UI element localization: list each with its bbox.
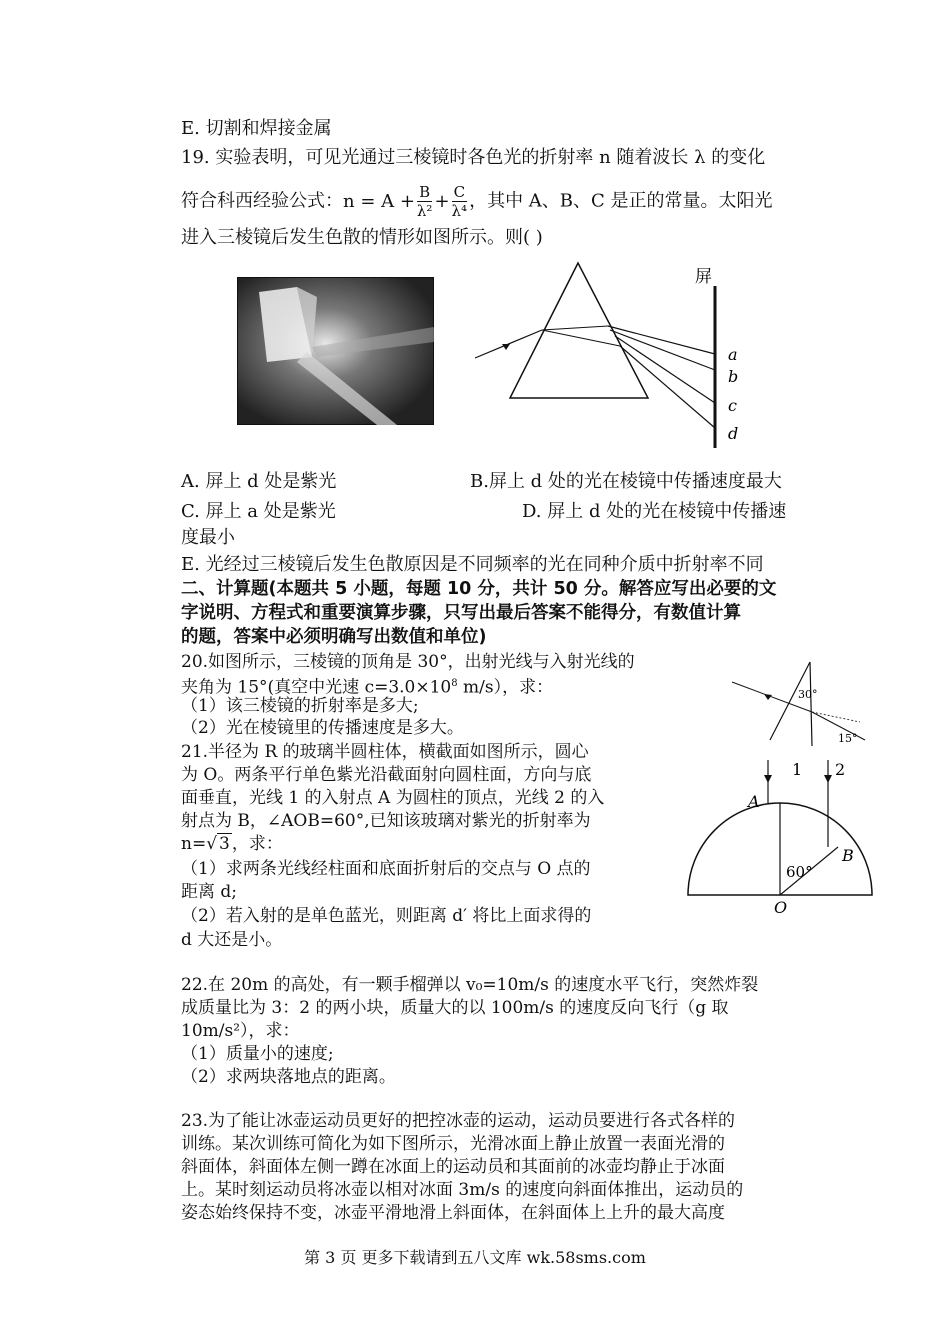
label-c: c [728, 396, 737, 415]
semicircle-diagram [680, 755, 880, 915]
q20-line2: 夹角为 15°(真空中光速 $c=3.0\times 10^8$ m/s），求： [181, 677, 554, 698]
option-e-q18: E. 切割和焊接金属 [181, 118, 332, 139]
q23-line4: 上。某时刻运动员将冰壶以相对冰面 3m/s 的速度向斜面体推出，运动员的 [181, 1180, 744, 1200]
q20-line1: 20.如图所示，三棱镜的顶角是 30°，出射光线与入射光线的 [181, 652, 635, 672]
label-a: a [728, 345, 738, 364]
angle-label: 60° [786, 863, 813, 881]
q21-item2: （2）若入射的是单色蓝光，则距离 d′ 将比上面求得的 [181, 906, 592, 926]
q23-line3: 斜面体，斜面体左侧一蹲在冰面上的运动员和其面前的冰壶均静止于冰面 [181, 1157, 725, 1177]
q19-line2: 符合科西经验公式：n = A + $\frac{B}{\text{λ²}}$ + $\frac{C}{\text{λ⁴}}$ ，其中 A、B、C 是正的常量。太阳光 [181, 183, 773, 220]
q19-line3: 进入三棱镜后发生色散的情形如图所示。则( ) [181, 227, 543, 248]
option-c: C. 屏上 a 处是紫光 [181, 501, 336, 522]
point-o-label: O [774, 898, 788, 915]
ray1-label: 1 [792, 760, 803, 779]
q21-line2: 为 O。两条平行单色紫光沿截面射向圆柱面，方向与底 [181, 765, 592, 785]
page-footer: 第 3 页 更多下载请到五八文库 wk.58sms.com [304, 1248, 646, 1267]
option-e: E. 光经过三棱镜后发生色散原因是不同频率的光在同种介质中折射率不同 [181, 554, 764, 575]
option-d-cont: 度最小 [181, 527, 235, 548]
option-a: A. 屏上 d 处是紫光 [181, 471, 337, 492]
q21-line4: 射点为 B，∠AOB=60°,已知该玻璃对紫光的折射率为 [181, 811, 591, 831]
section-heading-3: 的题，答案中必须明确写出数值和单位) [181, 627, 487, 647]
q23-line5: 姿态始终保持不变，冰壶平滑地滑上斜面体，在斜面体上上升的最大高度 [181, 1203, 725, 1223]
deviation-angle-label: 15° [838, 732, 858, 745]
q20-item1: （1）该三棱镜的折射率是多大; [181, 696, 419, 716]
label-d: d [728, 424, 739, 443]
option-d: D. 屏上 d 处的光在棱镜中传播速 [522, 501, 787, 522]
label-b: b [728, 367, 739, 386]
point-b-label: B [842, 846, 854, 865]
q21-line1: 21.半径为 R 的玻璃半圆柱体，横截面如图所示，圆心 [181, 742, 589, 762]
q21-item2-cont: d 大还是小。 [181, 930, 283, 950]
point-a-label: A [748, 792, 760, 811]
q21-line3: 面垂直，光线 1 的入射点 A 为圆柱的顶点，光线 2 的入 [181, 788, 605, 808]
q22-line1: 22.在 20m 的高处，有一颗手榴弹以 v₀=10m/s 的速度水平飞行，突然炸裂 [181, 975, 759, 995]
option-b: B.屏上 d 处的光在棱镜中传播速度最大 [470, 471, 782, 492]
ray2-label: 2 [835, 760, 846, 779]
q23-line1: 23.为了能让冰壶运动员更好的把控冰壶的运动，运动员要进行各式各样的 [181, 1111, 736, 1131]
q21-item1-cont: 距离 d; [181, 882, 238, 902]
formula: n = A + $\frac{B}{\text{λ²}}$ + $\frac{C}{\text{λ⁴}}$ [343, 183, 468, 220]
dispersion-diagram [470, 258, 760, 453]
section-heading-2: 字说明、方程式和重要演算步骤，只写出最后答案不能得分，有数值计算 [181, 603, 741, 623]
q19-line1: 19. 实验表明，可见光通过三棱镜时各色光的折射率 n 随着波长 λ 的变化 [181, 147, 766, 168]
screen-label: 屏 [695, 267, 712, 287]
q22-item2: （2）求两块落地点的距离。 [181, 1067, 396, 1087]
q21-line5: n=√ 3 ，求： [181, 834, 283, 854]
q22-line2: 成质量比为 3：2 的两小块，质量大的以 100m/s 的速度反向飞行（g 取 [181, 998, 729, 1018]
q23-line2: 训练。某次训练可简化为如下图所示，光滑冰面上静止放置一表面光滑的 [181, 1134, 725, 1154]
q20-prism-diagram [730, 660, 870, 750]
apex-angle-label: 30° [798, 688, 818, 701]
q20-item2: （2）光在棱镜里的传播速度是多大。 [181, 718, 464, 738]
prism-photo [237, 277, 434, 425]
q21-item1: （1）求两条光线经柱面和底面折射后的交点与 O 点的 [181, 859, 591, 879]
section-heading-1: 二、计算题(本题共 5 小题，每题 10 分，共计 50 分。解答应写出必要的文 [181, 579, 777, 599]
q22-item1: （1）质量小的速度; [181, 1044, 334, 1064]
q22-line3: 10m/s²），求： [181, 1021, 300, 1041]
